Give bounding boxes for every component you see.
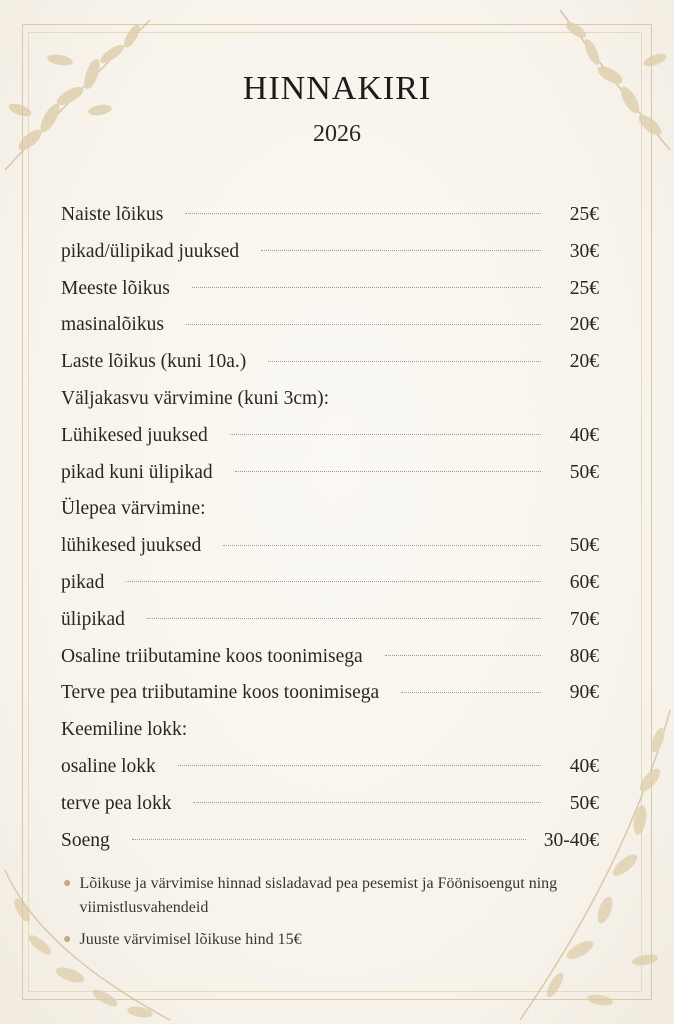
price-row	[61, 749, 599, 786]
service-label: Terve pea triibutamine koos toonimisega	[61, 682, 380, 704]
service-price: 60€	[569, 571, 599, 593]
service-price: 25€	[569, 204, 599, 225]
section-label: Väljakasvu värvimine (kuni 3cm):	[61, 387, 330, 409]
service-price: 40€	[569, 755, 599, 777]
footnote-text: Juuste värvimisel lõikuse hind 15€	[79, 931, 302, 948]
section-label: Keemiline lokk:	[61, 719, 188, 741]
leader-dots	[268, 360, 541, 362]
leader-dots	[178, 764, 541, 766]
footnote	[63, 928, 563, 952]
leader-dots	[186, 323, 541, 325]
leader-dots	[261, 249, 541, 251]
service-price: 90€	[569, 682, 599, 704]
price-row	[61, 271, 599, 308]
service-price: 20€	[569, 351, 599, 373]
service-label: masinalõikus	[61, 314, 164, 336]
service-label: osaline lokk	[61, 755, 156, 777]
year-subtitle: 2026	[313, 121, 361, 147]
price-row	[61, 455, 599, 492]
price-row	[61, 823, 599, 860]
leader-dots	[223, 544, 541, 546]
service-price: 20€	[569, 314, 599, 336]
service-label: Lühikesed juuksed	[61, 424, 208, 446]
price-row	[61, 786, 599, 823]
service-label: terve pea lokk	[61, 792, 172, 814]
price-row	[61, 602, 599, 639]
price-row	[61, 639, 599, 676]
bullet-icon: ●	[63, 876, 72, 891]
leader-dots	[185, 212, 541, 214]
service-price: 30€	[569, 240, 599, 262]
section-heading	[61, 491, 599, 528]
price-row	[61, 197, 599, 234]
section-heading	[61, 381, 599, 418]
price-row	[61, 418, 599, 455]
leader-dots	[230, 433, 541, 435]
price-row	[61, 344, 599, 381]
service-label: pikad kuni ülipikad	[61, 461, 213, 483]
service-label: Naiste lõikus	[61, 204, 164, 225]
section-label: Ülepea värvimine:	[61, 498, 206, 520]
price-row	[61, 528, 599, 565]
leader-dots	[132, 838, 526, 840]
service-label: pikad	[61, 571, 105, 593]
leader-dots	[401, 691, 541, 693]
price-row	[61, 565, 599, 602]
price-row	[61, 675, 599, 712]
service-label: lühikesed juuksed	[61, 535, 202, 557]
service-label: Osaline triibutamine koos toonimisega	[61, 645, 363, 667]
service-label: ülipikad	[61, 608, 125, 630]
price-row	[61, 234, 599, 271]
service-price: 40€	[569, 424, 599, 446]
leader-dots	[147, 617, 541, 619]
leader-dots	[126, 580, 541, 582]
service-price: 50€	[569, 792, 599, 814]
service-price: 70€	[569, 608, 599, 630]
service-price: 50€	[569, 535, 599, 557]
price-list	[61, 197, 599, 859]
leader-dots	[385, 654, 541, 656]
leader-dots	[192, 286, 541, 288]
service-label: pikad/ülipikad juuksed	[61, 240, 240, 262]
leader-dots	[193, 801, 541, 803]
price-row	[61, 307, 599, 344]
footnote	[63, 872, 563, 920]
leader-dots	[235, 470, 541, 472]
service-label: Laste lõikus (kuni 10a.)	[61, 351, 247, 373]
page-title: HINNAKIRI	[242, 70, 432, 107]
service-label: Soeng	[61, 829, 110, 851]
service-price: 80€	[569, 645, 599, 667]
service-price: 30-40€	[543, 829, 599, 851]
bullet-icon: ●	[63, 932, 72, 947]
service-price: 50€	[569, 461, 599, 483]
service-label: Meeste lõikus	[61, 277, 170, 299]
section-heading	[61, 712, 599, 749]
service-price: 25€	[569, 277, 599, 299]
footnote-text: Lõikuse ja värvimise hinnad sisladavad pea pesemist ja Föönisoengut ning viimistlusvahendeid	[79, 875, 558, 916]
footnotes	[63, 872, 563, 960]
